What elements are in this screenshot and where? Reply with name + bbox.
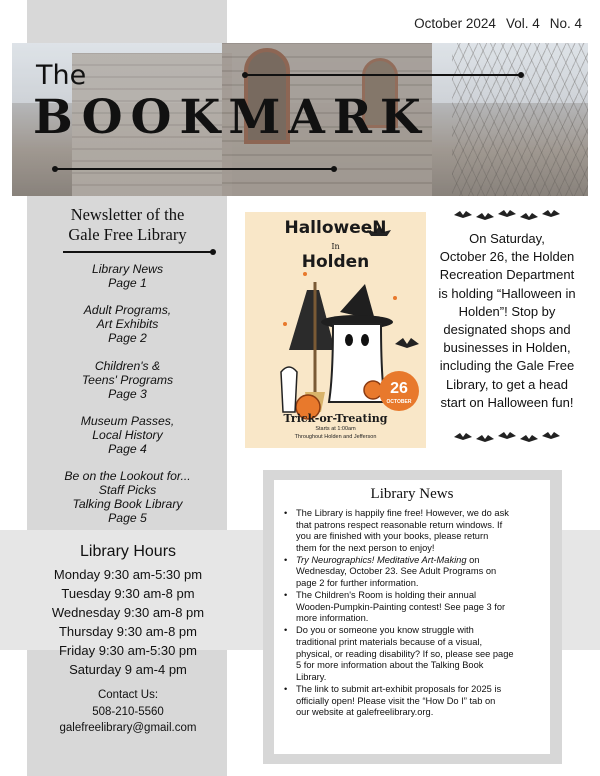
bullet-icon: • <box>284 683 288 694</box>
newsletter-subtitle <box>40 205 215 245</box>
contact-label: Contact Us: <box>97 689 159 701</box>
news-title: Library News <box>370 486 454 502</box>
bats-divider-icon <box>452 208 562 222</box>
news-item <box>280 625 546 683</box>
subtitle-rule <box>63 251 213 253</box>
news-line <box>296 555 546 567</box>
toc-line: Page 4 <box>108 442 147 456</box>
star-icon <box>303 272 307 276</box>
news-line: The Library is happily fine free! However, we do ask <box>296 508 509 518</box>
news-line: Wednesday, October 23. See Adult Programs on <box>296 566 497 577</box>
bullet-icon: • <box>284 625 288 636</box>
rule-dot <box>242 72 248 78</box>
toc-line: Museum Passes, <box>80 414 175 428</box>
event-line: businesses in Holden, <box>443 340 571 356</box>
event-line: Holden”! Stop by <box>458 303 556 319</box>
event-line: start on Halloween fun! <box>440 394 574 410</box>
toc-line: Page 2 <box>108 331 147 345</box>
toc-line: Art Exhibits <box>96 317 159 331</box>
hours-row: Thursday 9:30 am-8 pm <box>58 624 197 639</box>
star-icon <box>393 296 397 300</box>
news-line: The Children's Room is holding their annual <box>296 590 477 601</box>
toc-line: Page 5 <box>108 511 147 525</box>
issue-date: October 2024 <box>414 16 496 31</box>
bullet-icon: • <box>284 508 288 518</box>
news-item <box>280 555 546 590</box>
rule-dot <box>210 249 216 255</box>
title-prefix: The <box>36 60 87 91</box>
hours-row: Saturday 9 am-4 pm <box>69 662 187 677</box>
news-line: page 2 for further information. <box>296 578 419 589</box>
event-line: is holding “Halloween in <box>438 285 576 301</box>
toc-item[interactable] <box>40 414 215 456</box>
title-rule-top <box>245 74 521 76</box>
bullet-icon: • <box>284 554 288 565</box>
poster-title: HalloweeN <box>284 218 387 238</box>
toc-item[interactable] <box>40 359 215 401</box>
poster-town: Holden <box>301 252 370 272</box>
news-item <box>280 590 546 625</box>
newsletter-line: Gale Free Library <box>68 225 187 244</box>
hours-title: Library Hours <box>79 543 177 560</box>
event-line: On Saturday, <box>469 231 545 246</box>
news-line: our website at galefreelibrary.org. <box>296 707 434 718</box>
poster-date: 26 <box>390 380 408 397</box>
newsletter-line: Newsletter of the <box>70 205 185 224</box>
news-line: traditional print materials because of a visual, <box>296 637 483 648</box>
news-line: Library. <box>296 671 327 682</box>
hours-row: Monday 9:30 am-5:30 pm <box>53 567 203 582</box>
event-line: designated shops and <box>443 322 571 338</box>
rule-dot <box>331 166 337 172</box>
ghost-eye <box>345 334 353 346</box>
event-line: Recreation Department <box>439 267 575 283</box>
news-after: on <box>466 554 480 565</box>
rule-dot <box>518 72 524 78</box>
toc-line: Teens' Programs <box>81 373 174 387</box>
toc-line: Children's & <box>94 359 161 373</box>
toc-item[interactable] <box>40 262 215 290</box>
toc-line: Staff Picks <box>98 483 157 497</box>
news-line: Wooden-Pumpkin-Painting contest! See page 3 for <box>296 601 506 612</box>
contact-email[interactable]: galefreelibrary@gmail.com <box>59 722 197 734</box>
news-line: Do you or someone you know struggle with <box>296 625 474 636</box>
toc-item[interactable] <box>40 469 215 525</box>
toc-line: Page 3 <box>108 387 147 401</box>
news-line: them for the next person to enjoy! <box>296 542 435 553</box>
hours-row: Friday 9:30 am-5:30 pm <box>58 643 197 658</box>
toc-line: Library News <box>91 262 164 276</box>
cat-ghost-icon <box>281 367 297 412</box>
poster-start-time: Starts at 1:00am <box>315 426 356 432</box>
ghost-eye <box>361 334 369 346</box>
star-icon <box>283 322 287 326</box>
hours-row: Wednesday 9:30 am-8 pm <box>51 605 205 620</box>
bullet-icon: • <box>284 590 288 601</box>
hours-row: Tuesday 9:30 am-8 pm <box>61 586 195 601</box>
news-item <box>280 684 546 719</box>
toc-item[interactable] <box>40 303 215 345</box>
poster-month: OCTOBER <box>386 399 412 405</box>
news-italic: Try Neurographics! Meditative Art-Making <box>296 554 467 565</box>
toc-line: Local History <box>92 428 163 442</box>
witch-hat-icon <box>340 284 375 320</box>
bat-icon <box>395 338 419 348</box>
toc-line: Page 1 <box>108 276 147 290</box>
halloween-poster <box>245 212 426 448</box>
event-line: October 26, the Holden <box>439 249 575 265</box>
issue-info <box>404 16 582 31</box>
toc-line: Be on the Lookout for... <box>64 469 191 483</box>
news-line: officially open! Please visit the “How Do I” tab on <box>296 695 496 706</box>
issue-number: No. 4 <box>549 16 582 31</box>
news-line: physical, or reading disability? If so, please see page <box>296 648 514 659</box>
issue-volume: Vol. 4 <box>505 16 540 31</box>
event-line: including the Gale Free <box>439 358 575 374</box>
news-line: The link to submit art-exhibit proposals for 2025 is <box>296 683 502 694</box>
news-line: more information. <box>296 613 369 624</box>
poster-location: Throughout Holden and Jefferson <box>294 434 377 440</box>
rule-dot <box>52 166 58 172</box>
contact-phone[interactable]: 508-210-5560 <box>92 706 164 718</box>
event-line: Library, to get a head <box>446 376 568 392</box>
event-announcement <box>432 230 582 412</box>
toc-line: Talking Book Library <box>72 497 183 511</box>
toc-line: Adult Programs, <box>83 303 172 317</box>
news-list <box>280 508 546 719</box>
title-rule-bottom <box>55 168 334 170</box>
news-item <box>280 508 546 554</box>
news-line: you are finished with your books, please return <box>296 531 489 542</box>
news-line: that patrons respect reasonable return windows. If <box>296 519 503 530</box>
masthead-title: BOOKMARK <box>33 90 429 145</box>
news-line: 5 for more information about the Talking Book <box>296 660 484 671</box>
poster-subtitle: Trick-or-Treating <box>283 412 388 425</box>
poster-in: In <box>331 242 340 251</box>
bats-divider-icon <box>452 430 562 444</box>
